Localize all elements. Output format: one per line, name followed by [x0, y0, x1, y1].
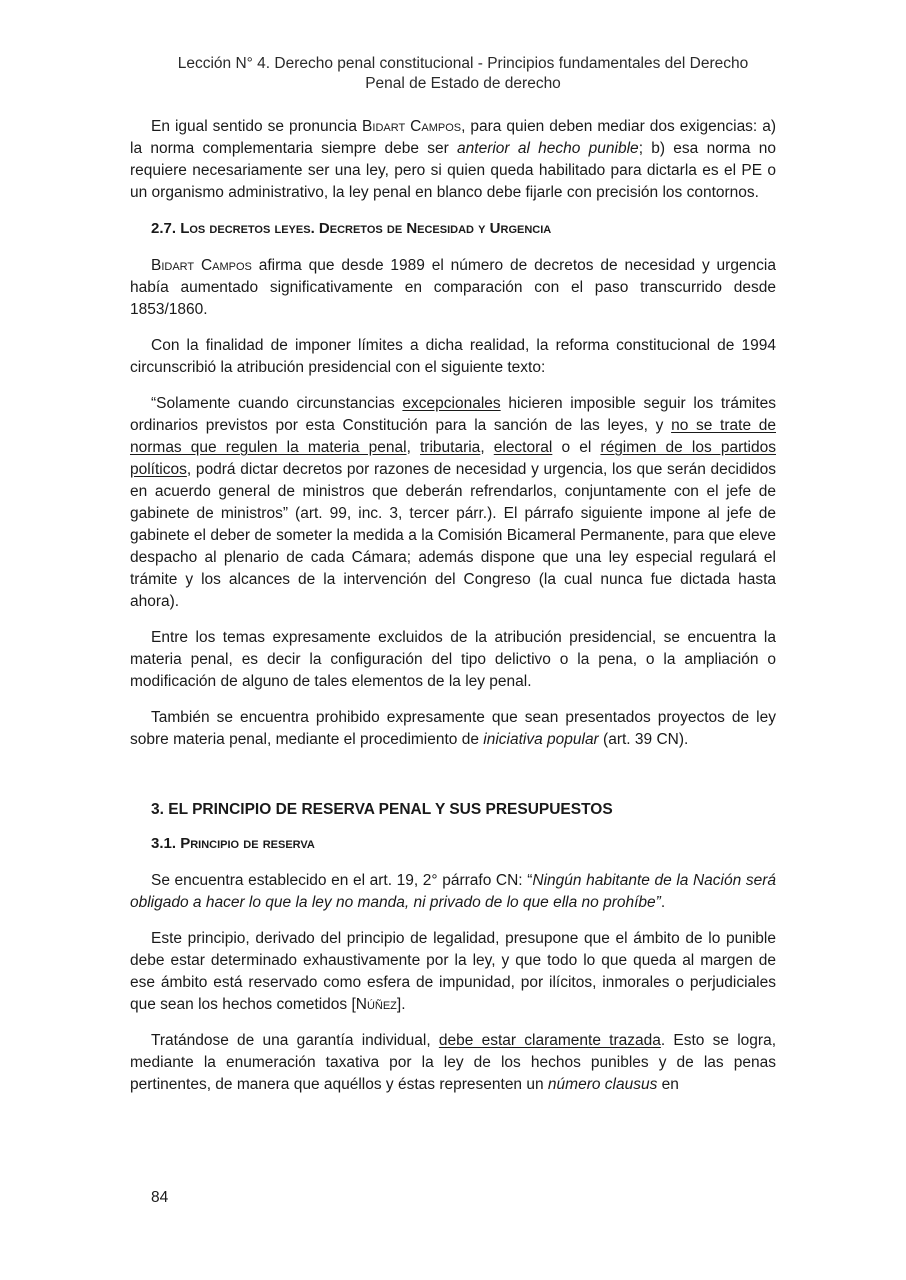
- page-number: 84: [151, 1189, 169, 1206]
- section-heading-3: 3. EL PRINCIPIO DE RESERVA PENAL Y SUS PRESUPUESTOS: [151, 801, 613, 818]
- paragraph-bidart-exigencias: En igual sentido se pronuncia Bidart Campos, para quien deben mediar dos exigencias: a) la norma complementaria siempre debe ser anterior al hecho punible; b) esa norma no requiere necesariamente ser una ley, pero si quien queda habilitado para dictarla es el PE o un organismo administrativo, la ley penal en blanco debe fijarle con precisión los contornos.: [130, 118, 777, 201]
- running-header: [130, 54, 796, 94]
- paragraph-art-19: Se encuentra establecido en el art. 19, 2° párrafo CN: “Ningún habitante de la Nación será obligado a hacer lo que la ley no manda, ni privado de lo que ella no prohíbe”.: [130, 872, 776, 911]
- paragraph-temas-excluidos: Entre los temas expresamente excluidos de la atribución presidencial, se encuentra la materia penal, es decir la configuración del tipo delictivo o la pena, o la ampliación o modificación de alguno de tales elementos de la ley penal.: [130, 629, 776, 690]
- document-body: [130, 116, 776, 1110]
- paragraph-principio-legalidad: Este principio, derivado del principio de legalidad, presupone que el ámbito de lo punible debe estar determinado exhaustivamente por la ley, y que todo lo que queda al margen de ese ámbito está reservado como esfera de impunidad, por ilícitos, inmorales o perjudiciales que sean los hechos cometidos [Núñez].: [130, 930, 776, 1013]
- section-heading-2-7: 2.7. Los decretos leyes. Decretos de Necesidad y Urgencia: [151, 220, 552, 237]
- section-heading-3-1: 3.1. Principio de reserva: [151, 835, 315, 852]
- header-line-2: Penal de Estado de derecho: [365, 75, 561, 92]
- paragraph-garantia-individual: Tratándose de una garantía individual, debe estar claramente trazada. Esto se logra, mediante la enumeración taxativa por la ley de los hechos punibles y de las penas pertinentes, de manera que aquéllos y éstas representen un número clausus en: [130, 1032, 777, 1093]
- header-line-1: Lección N° 4. Derecho penal constitucional - Principios fundamentales del Derecho: [177, 55, 749, 72]
- author-name: Núñez: [355, 996, 397, 1013]
- paragraph-constitutional-quote: “Solamente cuando circunstancias excepcionales hicieren imposible seguir los trámites ordinarios previstos por esta Constitución para la sanción de las leyes, y no se trate de normas que regulen la materia penal, tributaria, electoral o el régimen de los partidos políticos, podrá dictar decretos por razones de necesidad y urgencia, los que serán decididos en acuerdo general de ministros que deberán refrendarlos, conjuntamente con el jefe de gabinete de ministros” (art. 99, inc. 3, tercer párr.). El párrafo siguiente impone al jefe de gabinete el deber de someter la medida a la Comisión Bicameral Permanente, para que eleve despacho al plenario de cada Cámara; además dispone que una ley especial regulará el trámite y los alcances de la intervención del Congreso (la cual nunca fue dictada hasta ahora).: [130, 395, 777, 610]
- paragraph-iniciativa-popular: También se encuentra prohibido expresamente que sean presentados proyectos de ley sobre materia penal, mediante el procedimiento de iniciativa popular (art. 39 CN).: [130, 709, 776, 748]
- author-name: Bidart Campos: [362, 118, 462, 135]
- paragraph-dnu-1989: Bidart Campos afirma que desde 1989 el número de decretos de necesidad y urgencia había aumentado significativamente en comparación con el paso transcurrido desde 1853/1860.: [130, 257, 776, 318]
- author-name: Bidart Campos: [151, 257, 252, 274]
- paragraph-reforma-1994: Con la finalidad de imponer límites a dicha realidad, la reforma constitucional de 1994 circunscribió la atribución presidencial con el siguiente texto:: [130, 337, 776, 376]
